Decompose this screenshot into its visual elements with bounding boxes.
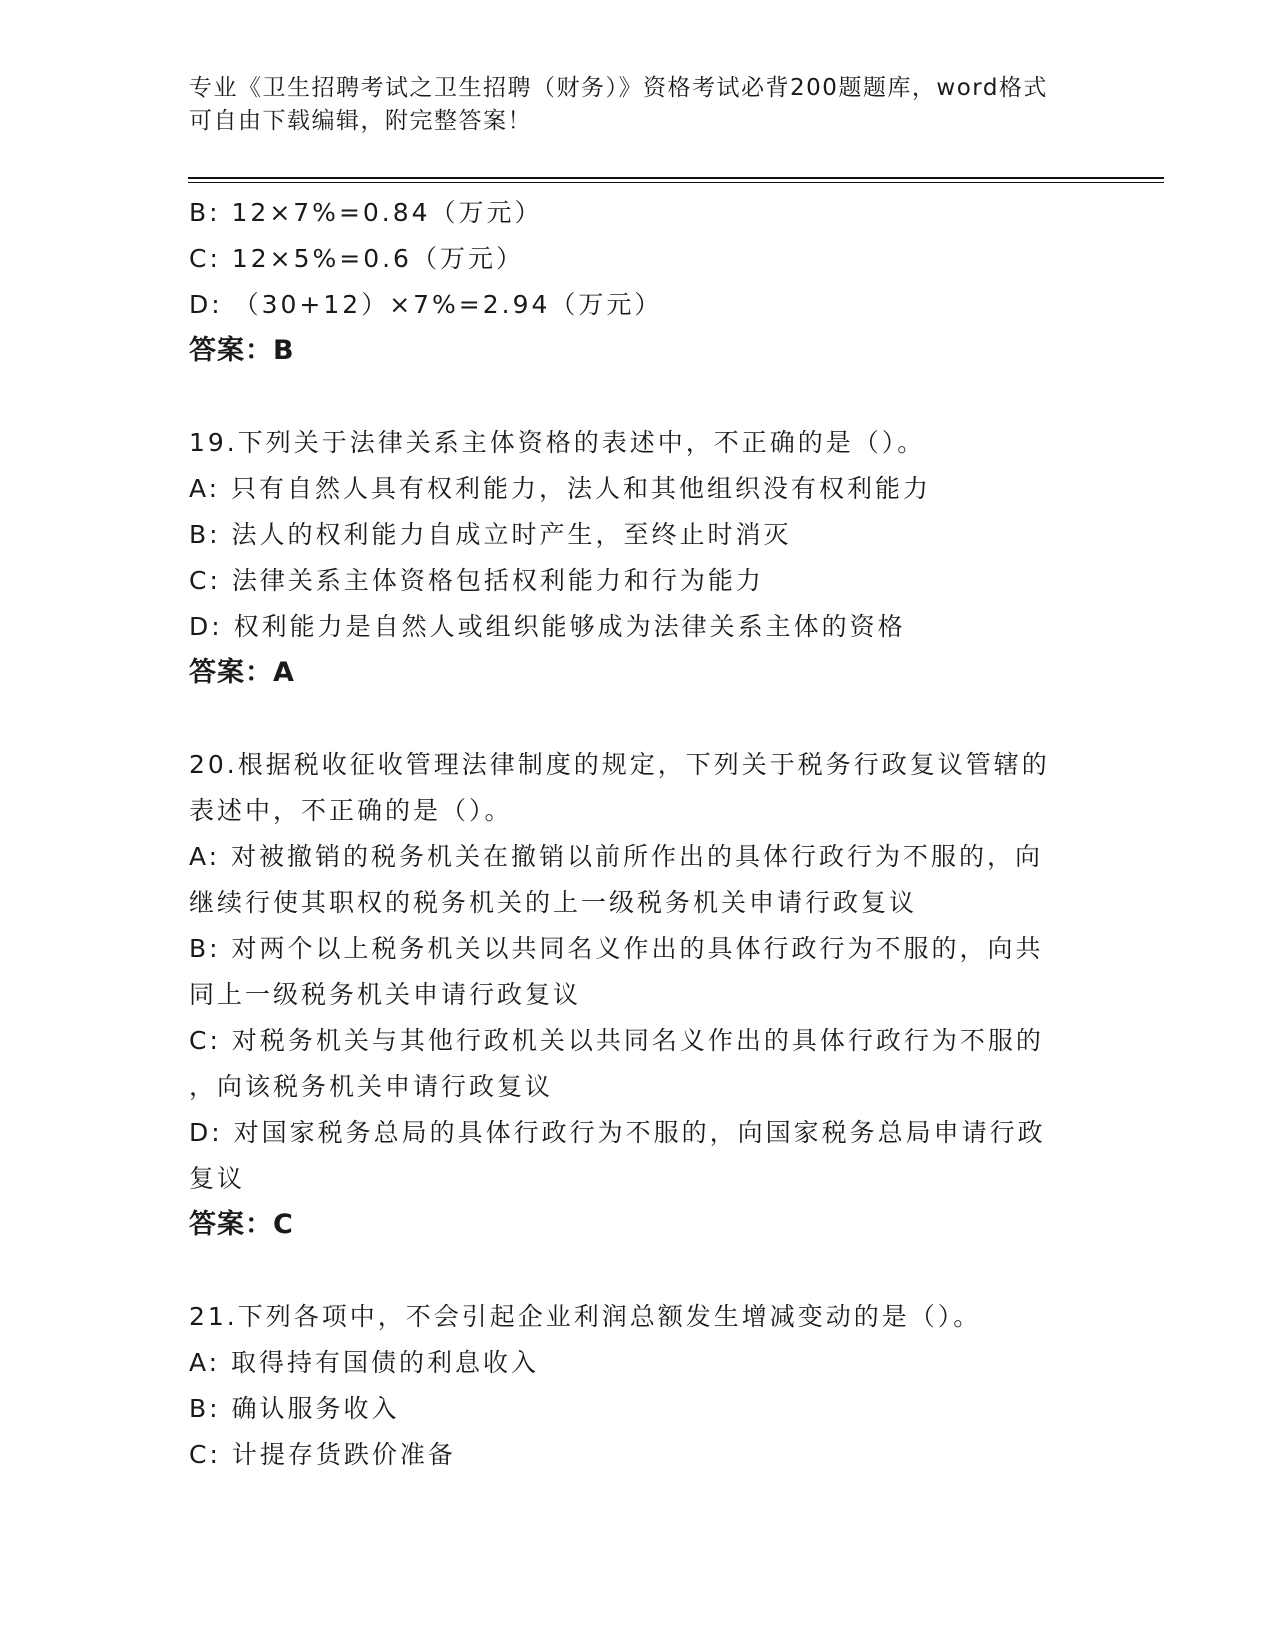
option-c-line-1: C: 对税务机关与其他行政机关以共同名义作出的具体行政行为不服的 (189, 1026, 1044, 1055)
document-header (189, 72, 1089, 138)
answer-label: 答案：B (189, 335, 295, 366)
header-divider-thin (188, 182, 1164, 183)
option-b: B: 法人的权利能力自成立时产生，至终止时消灭 (189, 520, 792, 549)
question-stem-line-2: 表述中，不正确的是（）。 (189, 796, 513, 825)
option-a: A: 只有自然人具有权利能力，法人和其他组织没有权利能力 (189, 474, 932, 503)
header-line-1: 专业《卫生招聘考试之卫生招聘（财务）》资格考试必背200题题库，word格式 (189, 75, 1048, 101)
option-b: B: 确认服务收入 (189, 1394, 400, 1423)
spacer (189, 374, 1089, 420)
option-c: C: 计提存货跌价准备 (189, 1440, 456, 1469)
spacer (189, 1248, 1089, 1294)
question-stem: 21.下列各项中，不会引起企业利润总额发生增减变动的是（）。 (189, 1302, 982, 1331)
question-20 (189, 742, 1089, 1248)
option-d-line-1: D: 对国家税务总局的具体行政行为不服的，向国家税务总局申请行政 (189, 1118, 1046, 1147)
option-b-line-1: B: 对两个以上税务机关以共同名义作出的具体行政行为不服的，向共 (189, 934, 1044, 963)
answer-label: 答案：C (189, 1209, 294, 1240)
option-a-line-1: A: 对被撤销的税务机关在撤销以前所作出的具体行政行为不服的，向 (189, 842, 1044, 871)
question-21 (189, 1294, 1089, 1478)
option-b: B: 12×7%=0.84（万元） (189, 198, 543, 227)
question-19 (189, 420, 1089, 696)
option-c: C: 12×5%=0.6（万元） (189, 244, 524, 273)
option-d: D: （30+12）×7%=2.94（万元） (189, 290, 663, 319)
option-a: A: 取得持有国债的利息收入 (189, 1348, 540, 1377)
header-divider-thick (188, 177, 1164, 179)
option-c-line-2: ，向该税务机关申请行政复议 (189, 1072, 554, 1101)
question-18 (189, 190, 1089, 374)
spacer (189, 696, 1089, 742)
option-a-line-2: 继续行使其职权的税务机关的上一级税务机关申请行政复议 (189, 888, 918, 917)
question-stem-line-1: 20.根据税收征收管理法律制度的规定，下列关于税务行政复议管辖的 (189, 750, 1050, 779)
option-d-line-2: 复议 (189, 1164, 246, 1193)
question-stem: 19.下列关于法律关系主体资格的表述中，不正确的是（）。 (189, 428, 926, 457)
header-line-2: 可自由下载编辑，附完整答案！ (189, 108, 532, 134)
option-c: C: 法律关系主体资格包括权利能力和行为能力 (189, 566, 764, 595)
question-list (189, 190, 1089, 1478)
answer-label: 答案：A (189, 657, 295, 688)
option-d: D: 权利能力是自然人或组织能够成为法律关系主体的资格 (189, 612, 906, 641)
option-b-line-2: 同上一级税务机关申请行政复议 (189, 980, 582, 1009)
